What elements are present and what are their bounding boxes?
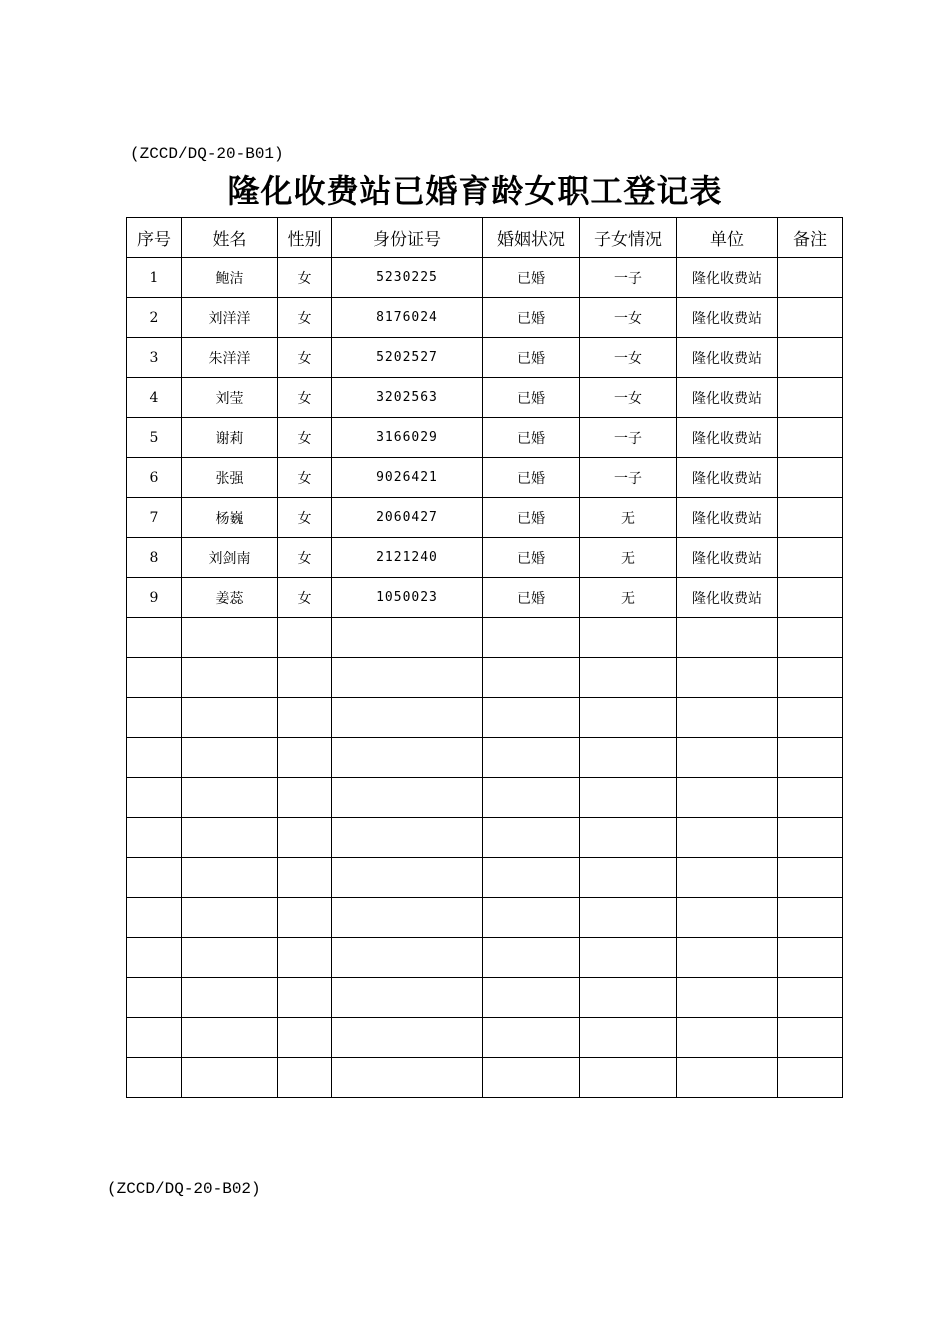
cell-serial-number — [127, 978, 182, 1018]
cell-gender — [278, 618, 332, 658]
cell-name: 杨巍 — [182, 498, 278, 538]
cell-gender: 女 — [278, 298, 332, 338]
table-row — [127, 778, 843, 818]
cell-children: 一子 — [580, 258, 677, 298]
header-serial-number: 序号 — [127, 218, 182, 258]
cell-serial-number: 1 — [127, 258, 182, 298]
cell-children: 无 — [580, 578, 677, 618]
table-body — [127, 258, 843, 1098]
cell-id-number — [332, 818, 483, 858]
cell-unit: 隆化收费站 — [677, 378, 778, 418]
cell-unit: 隆化收费站 — [677, 538, 778, 578]
cell-unit: 隆化收费站 — [677, 418, 778, 458]
document-code-top: (ZCCD/DQ-20-B01) — [130, 145, 284, 163]
cell-remarks — [778, 258, 843, 298]
cell-id-number — [332, 938, 483, 978]
cell-remarks — [778, 498, 843, 538]
cell-serial-number — [127, 938, 182, 978]
cell-name — [182, 818, 278, 858]
cell-id-number — [332, 1018, 483, 1058]
cell-name: 张强 — [182, 458, 278, 498]
cell-serial-number — [127, 898, 182, 938]
table-row — [127, 1018, 843, 1058]
cell-unit — [677, 978, 778, 1018]
cell-id-number — [332, 778, 483, 818]
header-id-number: 身份证号 — [332, 218, 483, 258]
cell-gender: 女 — [278, 258, 332, 298]
table-row — [127, 938, 843, 978]
table-row — [127, 418, 843, 458]
cell-marital-status: 已婚 — [483, 298, 580, 338]
cell-gender — [278, 978, 332, 1018]
cell-marital-status: 已婚 — [483, 378, 580, 418]
cell-marital-status: 已婚 — [483, 418, 580, 458]
cell-unit — [677, 818, 778, 858]
cell-remarks — [778, 898, 843, 938]
cell-name — [182, 658, 278, 698]
cell-gender: 女 — [278, 418, 332, 458]
table-row — [127, 578, 843, 618]
cell-gender — [278, 658, 332, 698]
table-row — [127, 458, 843, 498]
cell-gender — [278, 898, 332, 938]
cell-name: 朱洋洋 — [182, 338, 278, 378]
cell-id-number — [332, 978, 483, 1018]
cell-gender: 女 — [278, 378, 332, 418]
table-row — [127, 498, 843, 538]
cell-children — [580, 978, 677, 1018]
cell-gender: 女 — [278, 498, 332, 538]
cell-unit — [677, 618, 778, 658]
table-row — [127, 978, 843, 1018]
cell-serial-number: 2 — [127, 298, 182, 338]
cell-children — [580, 658, 677, 698]
cell-gender: 女 — [278, 458, 332, 498]
cell-children: 一女 — [580, 338, 677, 378]
header-unit: 单位 — [677, 218, 778, 258]
cell-serial-number: 5 — [127, 418, 182, 458]
cell-marital-status: 已婚 — [483, 338, 580, 378]
cell-marital-status — [483, 778, 580, 818]
cell-remarks — [778, 1058, 843, 1098]
header-children: 子女情况 — [580, 218, 677, 258]
cell-unit: 隆化收费站 — [677, 298, 778, 338]
table-row — [127, 818, 843, 858]
table-row — [127, 538, 843, 578]
cell-remarks — [778, 458, 843, 498]
cell-name — [182, 858, 278, 898]
cell-name — [182, 1018, 278, 1058]
cell-id-number — [332, 738, 483, 778]
cell-remarks — [778, 338, 843, 378]
cell-serial-number — [127, 618, 182, 658]
cell-gender — [278, 1018, 332, 1058]
cell-children — [580, 778, 677, 818]
header-name: 姓名 — [182, 218, 278, 258]
table-row — [127, 378, 843, 418]
cell-children — [580, 858, 677, 898]
cell-gender — [278, 938, 332, 978]
cell-serial-number — [127, 778, 182, 818]
cell-id-number — [332, 898, 483, 938]
cell-name — [182, 738, 278, 778]
cell-remarks — [778, 298, 843, 338]
table-row — [127, 338, 843, 378]
cell-marital-status — [483, 738, 580, 778]
cell-name: 刘剑南 — [182, 538, 278, 578]
header-gender: 性别 — [278, 218, 332, 258]
cell-gender — [278, 698, 332, 738]
table-row — [127, 658, 843, 698]
cell-gender: 女 — [278, 578, 332, 618]
cell-unit — [677, 858, 778, 898]
cell-name: 刘洋洋 — [182, 298, 278, 338]
cell-children: 一女 — [580, 378, 677, 418]
cell-gender — [278, 1058, 332, 1098]
cell-name: 谢莉 — [182, 418, 278, 458]
cell-children: 一子 — [580, 458, 677, 498]
cell-name — [182, 938, 278, 978]
cell-name: 姜蕊 — [182, 578, 278, 618]
cell-remarks — [778, 418, 843, 458]
cell-remarks — [778, 578, 843, 618]
cell-marital-status — [483, 978, 580, 1018]
table-row — [127, 298, 843, 338]
table-row — [127, 698, 843, 738]
cell-id-number — [332, 618, 483, 658]
cell-remarks — [778, 938, 843, 978]
cell-marital-status — [483, 658, 580, 698]
cell-remarks — [778, 778, 843, 818]
cell-id-number: 3166029 — [332, 418, 483, 458]
cell-unit: 隆化收费站 — [677, 498, 778, 538]
cell-serial-number — [127, 1058, 182, 1098]
cell-name — [182, 698, 278, 738]
cell-serial-number: 8 — [127, 538, 182, 578]
cell-marital-status — [483, 818, 580, 858]
cell-unit — [677, 698, 778, 738]
cell-children: 一子 — [580, 418, 677, 458]
cell-unit — [677, 1018, 778, 1058]
cell-serial-number: 4 — [127, 378, 182, 418]
cell-id-number — [332, 858, 483, 898]
cell-remarks — [778, 378, 843, 418]
document-code-bottom: (ZCCD/DQ-20-B02) — [107, 1180, 261, 1198]
cell-gender — [278, 858, 332, 898]
cell-marital-status — [483, 1018, 580, 1058]
cell-marital-status: 已婚 — [483, 538, 580, 578]
cell-remarks — [778, 538, 843, 578]
cell-remarks — [778, 858, 843, 898]
cell-name — [182, 618, 278, 658]
cell-id-number: 5230225 — [332, 258, 483, 298]
cell-remarks — [778, 738, 843, 778]
cell-gender — [278, 778, 332, 818]
cell-id-number: 9026421 — [332, 458, 483, 498]
cell-unit — [677, 778, 778, 818]
cell-gender — [278, 818, 332, 858]
cell-remarks — [778, 698, 843, 738]
cell-id-number: 2060427 — [332, 498, 483, 538]
cell-name — [182, 978, 278, 1018]
cell-marital-status — [483, 1058, 580, 1098]
cell-unit — [677, 938, 778, 978]
cell-marital-status: 已婚 — [483, 458, 580, 498]
cell-gender — [278, 738, 332, 778]
cell-gender: 女 — [278, 538, 332, 578]
cell-id-number: 2121240 — [332, 538, 483, 578]
table-row — [127, 258, 843, 298]
cell-gender: 女 — [278, 338, 332, 378]
cell-remarks — [778, 978, 843, 1018]
cell-marital-status — [483, 858, 580, 898]
cell-name — [182, 778, 278, 818]
document-title: 隆化收费站已婚育龄女职工登记表 — [227, 172, 723, 210]
cell-unit — [677, 658, 778, 698]
cell-remarks — [778, 1018, 843, 1058]
cell-marital-status: 已婚 — [483, 258, 580, 298]
cell-id-number: 5202527 — [332, 338, 483, 378]
cell-serial-number: 9 — [127, 578, 182, 618]
cell-remarks — [778, 818, 843, 858]
cell-serial-number — [127, 658, 182, 698]
cell-unit — [677, 1058, 778, 1098]
cell-marital-status: 已婚 — [483, 578, 580, 618]
table-row — [127, 898, 843, 938]
cell-children — [580, 938, 677, 978]
cell-remarks — [778, 658, 843, 698]
cell-id-number: 1050023 — [332, 578, 483, 618]
cell-unit: 隆化收费站 — [677, 338, 778, 378]
cell-children — [580, 1058, 677, 1098]
cell-serial-number — [127, 818, 182, 858]
cell-name: 鲍洁 — [182, 258, 278, 298]
cell-name — [182, 1058, 278, 1098]
cell-marital-status — [483, 938, 580, 978]
registration-table — [126, 217, 843, 1098]
cell-marital-status — [483, 698, 580, 738]
header-remarks: 备注 — [778, 218, 843, 258]
table-row — [127, 1058, 843, 1098]
cell-id-number — [332, 1058, 483, 1098]
cell-marital-status — [483, 618, 580, 658]
cell-children — [580, 898, 677, 938]
table-row — [127, 738, 843, 778]
cell-name — [182, 898, 278, 938]
cell-serial-number — [127, 1018, 182, 1058]
cell-marital-status: 已婚 — [483, 498, 580, 538]
cell-children — [580, 738, 677, 778]
cell-serial-number — [127, 738, 182, 778]
cell-children — [580, 618, 677, 658]
cell-id-number: 3202563 — [332, 378, 483, 418]
table-row — [127, 618, 843, 658]
cell-unit: 隆化收费站 — [677, 578, 778, 618]
cell-serial-number — [127, 698, 182, 738]
cell-serial-number — [127, 858, 182, 898]
cell-remarks — [778, 618, 843, 658]
table-row — [127, 858, 843, 898]
cell-serial-number: 7 — [127, 498, 182, 538]
cell-unit — [677, 738, 778, 778]
cell-children: 无 — [580, 498, 677, 538]
cell-children: 无 — [580, 538, 677, 578]
cell-name: 刘莹 — [182, 378, 278, 418]
cell-children — [580, 1018, 677, 1058]
cell-serial-number: 3 — [127, 338, 182, 378]
cell-children: 一女 — [580, 298, 677, 338]
cell-unit: 隆化收费站 — [677, 458, 778, 498]
cell-children — [580, 818, 677, 858]
cell-unit: 隆化收费站 — [677, 258, 778, 298]
cell-id-number — [332, 698, 483, 738]
cell-id-number: 8176024 — [332, 298, 483, 338]
table-header-row — [127, 218, 843, 258]
cell-serial-number: 6 — [127, 458, 182, 498]
cell-children — [580, 698, 677, 738]
cell-unit — [677, 898, 778, 938]
header-marital-status: 婚姻状况 — [483, 218, 580, 258]
cell-id-number — [332, 658, 483, 698]
cell-marital-status — [483, 898, 580, 938]
